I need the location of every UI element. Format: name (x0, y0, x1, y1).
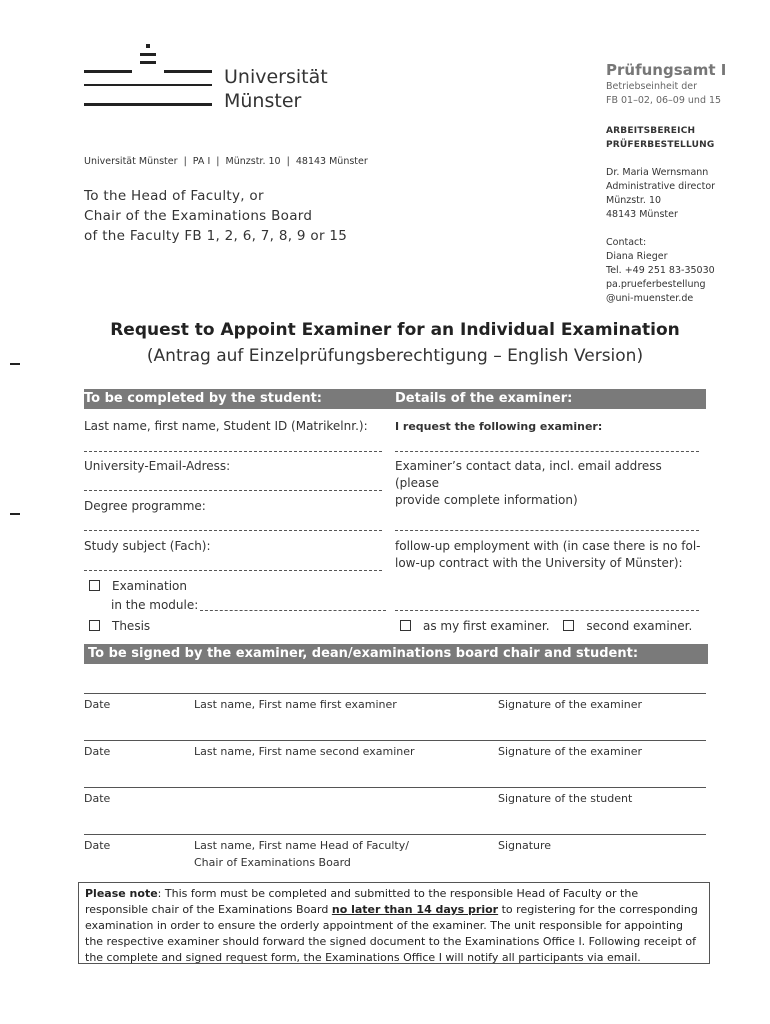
logo-mark (140, 61, 156, 64)
logo-mark (146, 44, 150, 48)
examiner-contact-line: provide complete information) (395, 493, 578, 507)
name-label: Last name, first name, Student ID (Matrikelnr.): (84, 419, 368, 433)
thesis-label: Thesis (112, 619, 151, 633)
form-title: Request to Appoint Examiner for an Individual Examination (110, 320, 680, 340)
office-section-2: PRÜFERBESTELLUNG (606, 140, 715, 150)
office-subtitle-2: FB 01–02, 06–09 und 15 (606, 95, 722, 106)
name-caption-line: Last name, First name Head of Faculty/ (194, 839, 409, 852)
contact-line: 48143 Münster (606, 209, 678, 220)
degree-label: Degree programme: (84, 499, 206, 513)
email-input-line[interactable] (84, 490, 382, 491)
signature-line[interactable] (84, 834, 706, 835)
second-examiner-label: second examiner. (586, 619, 693, 633)
name-input-line[interactable] (84, 451, 382, 452)
name-caption (194, 837, 409, 871)
email-label: University-Email-Adress: (84, 459, 231, 473)
date-label: Date (84, 698, 111, 711)
date-label: Date (84, 792, 111, 805)
date-label: Date (84, 839, 111, 852)
form-subtitle: (Antrag auf Einzelprüfungsberechtigung – English Version) (146, 346, 644, 366)
contact-person-line: Diana Rieger (606, 251, 668, 262)
date-label: Date (84, 745, 111, 758)
logo-bar (84, 103, 212, 106)
second-examiner-checkbox[interactable] (563, 620, 574, 631)
signature-section-heading (84, 644, 708, 664)
module-input-line[interactable] (200, 610, 386, 611)
thesis-checkbox[interactable] (89, 620, 100, 631)
logo-bar (84, 84, 212, 86)
note-text-2: to registering for the corresponding examination in order to ensure the orderly appointment of the examiner. The unit responsible for appointing the respective examiner should forward the signed document to the Examinations Office I. Following receipt of the complete and signed request form, the Examinations Office I will notify all participants via email. (85, 903, 698, 964)
followup-line: low-up contract with the University of Münster): (395, 556, 683, 570)
name-caption: Last name, First name first examiner (194, 698, 397, 711)
office-subtitle-1: Betriebseinheit der (606, 81, 697, 92)
note-text-1: : This form must be completed and submitted to the responsible Head of Faculty or the responsible chair of the Examinations Board (85, 887, 639, 916)
examination-label: Examination (112, 579, 188, 593)
contact-label: Contact: (606, 237, 647, 248)
examiner-name-line[interactable] (395, 451, 699, 452)
note-lead: Please note (85, 887, 158, 900)
sender-line: Universität Münster | PA I | Münzstr. 10 | 48143 Münster (84, 156, 368, 167)
subject-input-line[interactable] (84, 570, 382, 571)
recipient-line: To the Head of Faculty, or (84, 188, 264, 204)
first-examiner-label: as my first examiner. (423, 619, 550, 633)
name-caption-line: Chair of Examinations Board (194, 856, 351, 869)
request-label: I request the following examiner: (395, 420, 603, 433)
contact-line: Münzstr. 10 (606, 195, 662, 206)
thesis-option[interactable] (89, 618, 150, 635)
logo-bar (164, 70, 212, 73)
degree-input-line[interactable] (84, 530, 382, 531)
logo-mark (140, 53, 156, 56)
contact-person-line: pa.prueferbestellung (606, 279, 706, 290)
recipient-line: Chair of the Examinations Board (84, 208, 313, 224)
note-emphasis: no later than 14 days prior (331, 903, 499, 916)
examiner-contact-line: Examiner’s contact data, incl. email address (please (395, 459, 662, 490)
name-caption: Last name, First name second examiner (194, 745, 415, 758)
office-contact-block (606, 166, 756, 222)
fold-mark (10, 513, 20, 515)
followup-input-line[interactable] (395, 610, 699, 611)
examination-checkbox[interactable] (89, 580, 100, 591)
examiner-contact-input-line[interactable] (395, 530, 699, 531)
examiner-contact-label (395, 458, 705, 509)
examiner-role-options (400, 618, 692, 635)
signature-caption: Signature of the examiner (498, 745, 643, 758)
examiner-section-heading (390, 389, 706, 409)
logo-bar (84, 70, 132, 73)
office-section-1: ARBEITSBEREICH (606, 126, 696, 136)
signature-caption: Signature (498, 839, 552, 852)
subject-label: Study subject (Fach): (84, 539, 211, 553)
university-name-line1: Universität (224, 66, 328, 88)
recipient-address (84, 186, 347, 246)
signature-caption: Signature of the examiner (498, 698, 643, 711)
office-title: Prüfungsamt I (606, 61, 727, 79)
first-examiner-checkbox[interactable] (400, 620, 411, 631)
signature-caption: Signature of the student (498, 792, 633, 805)
office-info (606, 63, 756, 306)
contact-line: Dr. Maria Wernsmann (606, 167, 709, 178)
signature-heading-text: To be signed by the examiner, dean/examinations board chair and student: (88, 646, 639, 661)
note-box (78, 882, 710, 964)
contact-person-line: Tel. +49 251 83-35030 (606, 265, 715, 276)
contact-person-line: @uni-muenster.de (606, 293, 694, 304)
recipient-line: of the Faculty FB 1, 2, 6, 7, 8, 9 or 15 (84, 228, 348, 244)
contact-line: Administrative director (606, 181, 716, 192)
examiner-heading-text: Details of the examiner: (395, 391, 573, 406)
university-name-line2: Münster (224, 90, 302, 112)
followup-line: follow-up employment with (in case there is no fol- (395, 539, 701, 553)
signature-line[interactable] (84, 740, 706, 741)
student-section-heading (84, 389, 390, 409)
signature-line[interactable] (84, 693, 706, 694)
module-label: in the module: (111, 598, 199, 612)
examination-option[interactable] (89, 578, 187, 595)
followup-label (395, 538, 705, 572)
signature-line[interactable] (84, 787, 706, 788)
student-heading-text: To be completed by the student: (84, 391, 322, 406)
